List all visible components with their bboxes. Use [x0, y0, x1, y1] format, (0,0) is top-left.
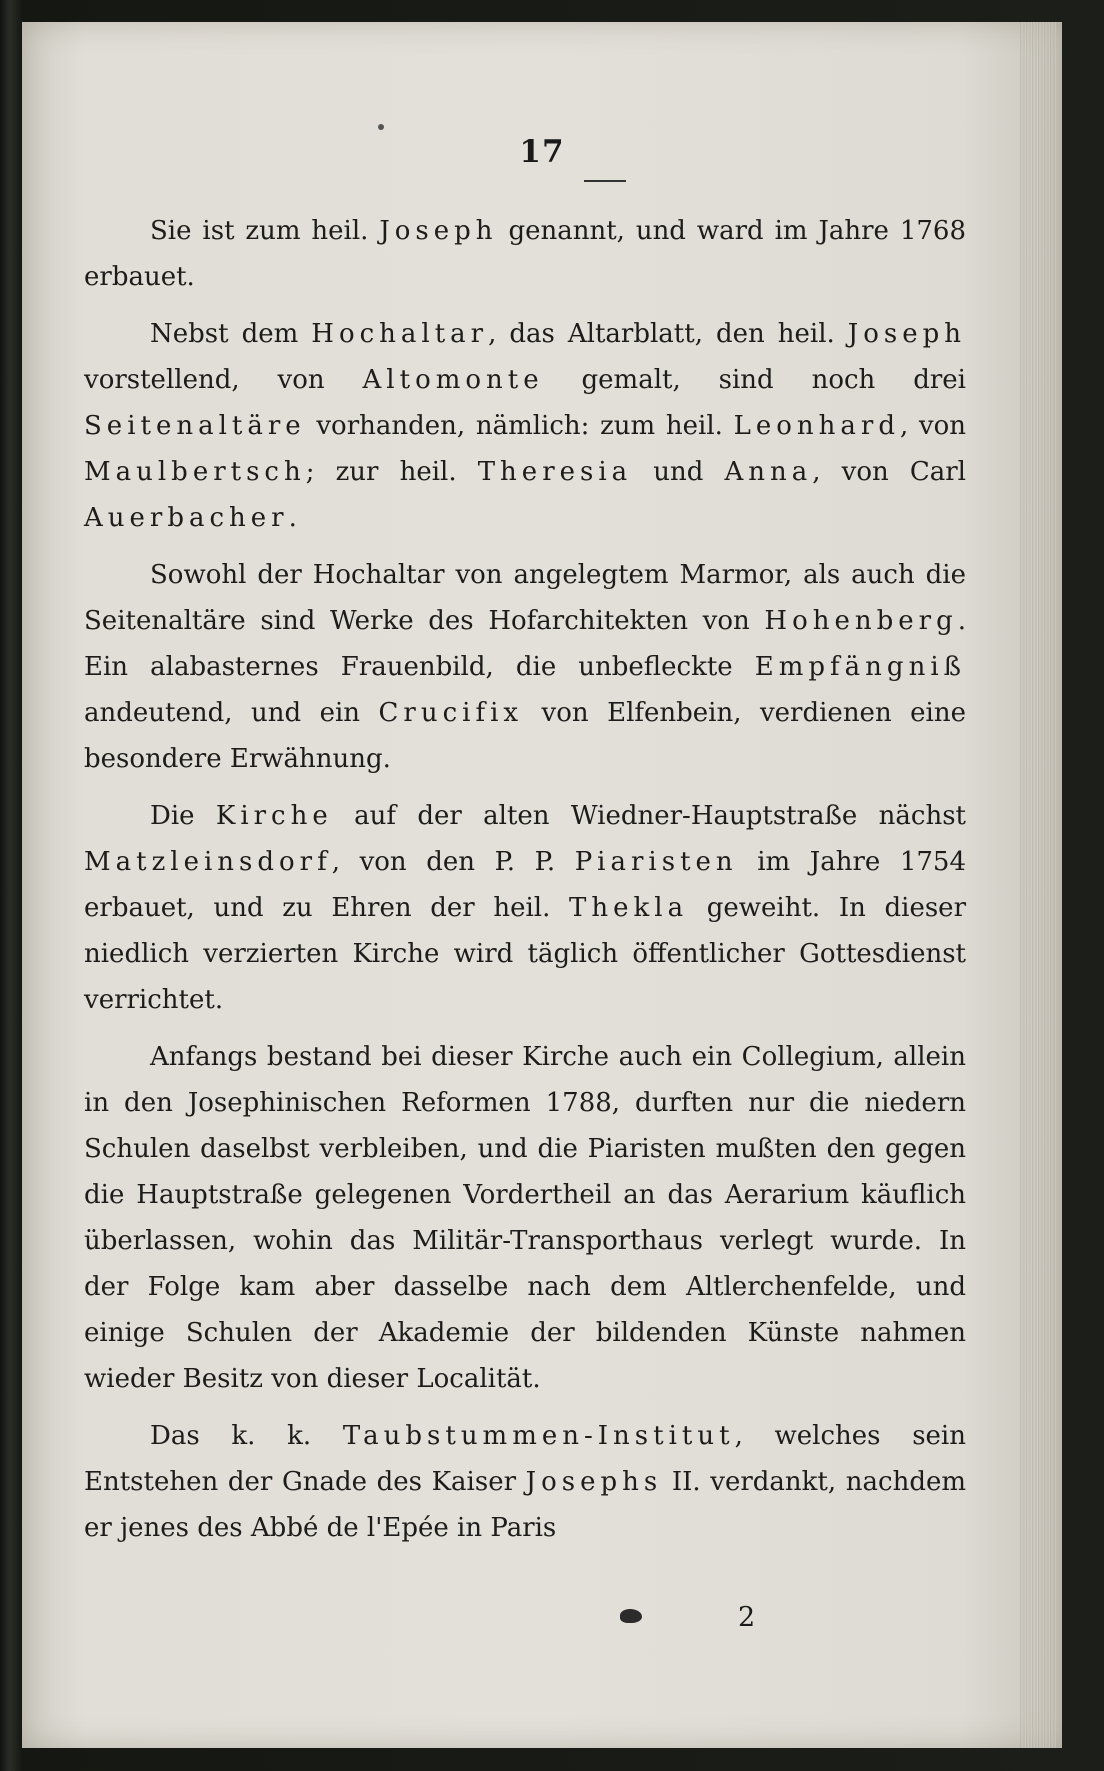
paragraph-6	[84, 1413, 966, 1551]
text-run: , das Altarblatt, den heil.	[488, 319, 848, 349]
text-run: . Ein alabasternes Frauenbild, die unbefleckte	[84, 606, 966, 682]
text-run: geweiht. In dieser niedlich verzierten Kirche wird täglich öffentlicher Gottesdienst verrichtet.	[84, 893, 966, 1015]
text-run: Nebst dem	[150, 319, 312, 349]
text-run: .	[288, 503, 297, 533]
text-run: , von Carl	[812, 457, 966, 487]
paragraph-5	[84, 1034, 966, 1402]
header-rule	[584, 180, 626, 182]
text-run: , welches sein Entstehen der Gnade des Kaiser	[84, 1421, 966, 1497]
text-run: vorhanden, nämlich: zum heil.	[305, 411, 734, 441]
spaced-name: Thekla	[569, 893, 689, 923]
ink-speck	[378, 124, 384, 130]
page-sheet	[22, 22, 1062, 1748]
text-run: Anfangs bestand bei dieser Kirche auch ein Collegium, allein in den Josephinischen Reformen 1788, durften nur die niedern Schulen daselbst verbleiben, und die Piaristen mußten den gegen die Hauptstraße gelegenen Vordertheil an das Aerarium käuflich überlassen, wohin das Militär-Transporthaus verlegt wurde. In der Folge kam aber dasselbe nach dem Altlerchenfelde, und einige Schulen der Akademie der bildenden Künste nahmen wieder Besitz von dieser Localität.	[84, 1042, 966, 1394]
spaced-name: Crucifix	[378, 698, 524, 728]
spaced-name: Joseph	[379, 216, 498, 246]
page-number: 17	[519, 134, 565, 170]
text-run: von Elfenbein, verdienen eine besondere Erwähnung.	[84, 698, 966, 774]
paragraph-1	[84, 208, 966, 300]
body-text	[84, 208, 966, 1562]
text-run: andeutend, und ein	[84, 698, 379, 728]
text-run: Sowohl der Hochaltar von angelegtem Marmor, als auch die Seitenaltäre sind Werke des Hofarchitekten von	[84, 560, 966, 636]
spaced-name: Theresia	[477, 457, 633, 487]
spaced-name: Josephs	[525, 1467, 663, 1497]
spaced-name: Hohenberg	[764, 606, 958, 636]
paragraph-3	[84, 552, 966, 782]
text-run: und	[632, 457, 725, 487]
text-run: Das k. k.	[150, 1421, 343, 1451]
text-run: im Jahre 1754 erbauet, und zu Ehren der heil.	[84, 847, 966, 923]
ink-blot	[620, 1609, 642, 1623]
spaced-name: Hochaltar	[311, 319, 489, 349]
spaced-name: Seitenaltäre	[84, 411, 306, 441]
spaced-name: Kirche	[215, 801, 333, 831]
text-run: II. verdankt, nachdem er jenes des Abbé de l'Epée in Paris	[84, 1467, 966, 1543]
spaced-name: Anna	[724, 457, 813, 487]
spaced-name: Altomonte	[362, 365, 544, 395]
spaced-name: Leonhard	[733, 411, 900, 441]
text-run: genannt, und ward im Jahre 1768 erbauet.	[84, 216, 966, 292]
text-run: , von den P. P.	[331, 847, 575, 877]
text-run: Sie ist zum heil.	[150, 216, 380, 246]
spaced-name: Piaristen	[574, 847, 738, 877]
spaced-name: Empfängniß	[754, 652, 966, 682]
spaced-name: Maulbertsch	[84, 457, 306, 487]
text-run: auf der alten Wiedner-Hauptstraße nächst	[332, 801, 966, 831]
text-run: ; zur heil.	[305, 457, 478, 487]
spaced-name: Matzleinsdorf	[84, 847, 332, 877]
paragraph-4	[84, 793, 966, 1023]
spaced-name: Joseph	[847, 319, 966, 349]
text-run: vorstellend, von	[84, 365, 363, 395]
text-run: Die	[150, 801, 216, 831]
paragraph-2	[84, 311, 966, 541]
spaced-name: Auerbacher	[84, 503, 289, 533]
text-run: , von	[899, 411, 966, 441]
page-edges	[1020, 22, 1056, 1748]
signature-mark: 2	[738, 1602, 756, 1633]
text-run: gemalt, sind noch drei	[543, 365, 966, 395]
spaced-name: Taubstummen-Institut	[342, 1421, 735, 1451]
